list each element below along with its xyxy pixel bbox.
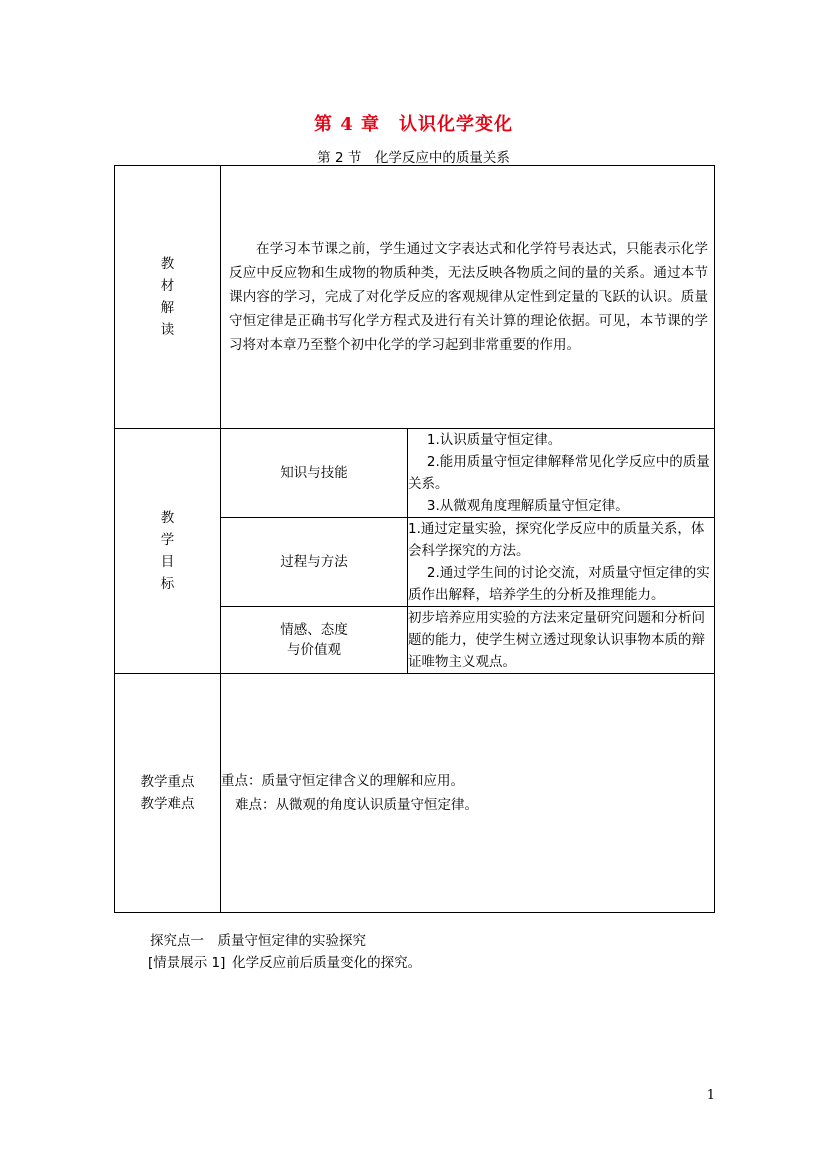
label-char: 标: [160, 576, 175, 592]
key-points-cell: [221, 674, 715, 913]
goal-name-process: [221, 518, 408, 607]
goal-text-attitude: [408, 607, 715, 674]
material-label: [115, 166, 221, 429]
goal-name-knowledge: [221, 429, 408, 518]
scene-line: [情景展示 1] 化学反应前后质量变化的探究。: [148, 955, 422, 971]
goal-name-attitude: [221, 607, 408, 674]
material-text: 在学习本节课之前，学生通过文字表达式和化学符号表达式，只能表示化学反应中反应物和生成物的物质种类，无法反映各物质之间的量的关系。通过本节课内容的学习，完成了对化学反应的客观规律从定性到定量的飞跃的认识。质量守恒定律是正确书写化学方程式及进行有关计算的理论依据。可见，本节课的学习将对本章乃至整个初中化学的学习起到非常重要的作用。: [229, 241, 708, 353]
goal-name-line: 情感、态度: [280, 622, 348, 638]
goal-line: 2.能用质量守恒定律解释常见化学反应中的质量关系。: [408, 454, 710, 492]
goal-name-line: 过程与方法: [280, 554, 348, 570]
goals-label: [115, 429, 221, 674]
label-char: 目: [160, 554, 175, 570]
goal-line: 3.从微观角度理解质量守恒定律。: [426, 498, 629, 514]
label-char: 解: [160, 300, 175, 316]
goal-line: 1.认识质量守恒定律。: [426, 432, 562, 448]
material-row: [115, 166, 715, 429]
explore-section: [150, 930, 421, 974]
goal-row-knowledge: [115, 429, 715, 518]
goal-name-line: 与价值观: [287, 642, 341, 658]
chapter-title: 第 4 章 认识化学变化: [313, 114, 514, 135]
page-number: 1: [706, 1088, 715, 1103]
goal-text-knowledge: [408, 429, 715, 518]
label-char: 教: [160, 510, 175, 526]
lesson-plan-table: [114, 165, 715, 913]
goal-name-line: 知识与技能: [280, 465, 348, 481]
section-title: 第 2 节 化学反应中的质量关系: [317, 150, 510, 166]
label-char: 读: [160, 322, 175, 338]
goal-line: 2.通过学生间的讨论交流，对质量守恒定律的实质作出解释，培养学生的分析及推理能力。: [408, 565, 710, 603]
goal-line: 初步培养应用实验的方法来定量研究问题和分析问题的能力，使学生树立透过现象认识事物本质的辩证唯物主义观点。: [408, 610, 705, 670]
material-cell: [221, 166, 715, 429]
goal-text-process: [408, 518, 715, 607]
difficulty-text: 难点：从微观的角度认识质量守恒定律。: [235, 797, 478, 813]
explore-heading: 探究点一 质量守恒定律的实验探究: [150, 933, 366, 949]
label-char: 学: [160, 532, 175, 548]
label-line: 教学重点: [140, 774, 195, 790]
label-char: 材: [160, 278, 175, 294]
goal-line: 1.通过定量实验，探究化学反应中的质量关系，体会科学探究的方法。: [408, 521, 705, 559]
label-line: 教学难点: [140, 796, 195, 812]
label-char: 教: [160, 256, 175, 272]
key-points-row: [115, 674, 715, 913]
key-point-text: 重点：质量守恒定律含义的理解和应用。: [221, 773, 464, 789]
key-points-label: [115, 674, 221, 913]
